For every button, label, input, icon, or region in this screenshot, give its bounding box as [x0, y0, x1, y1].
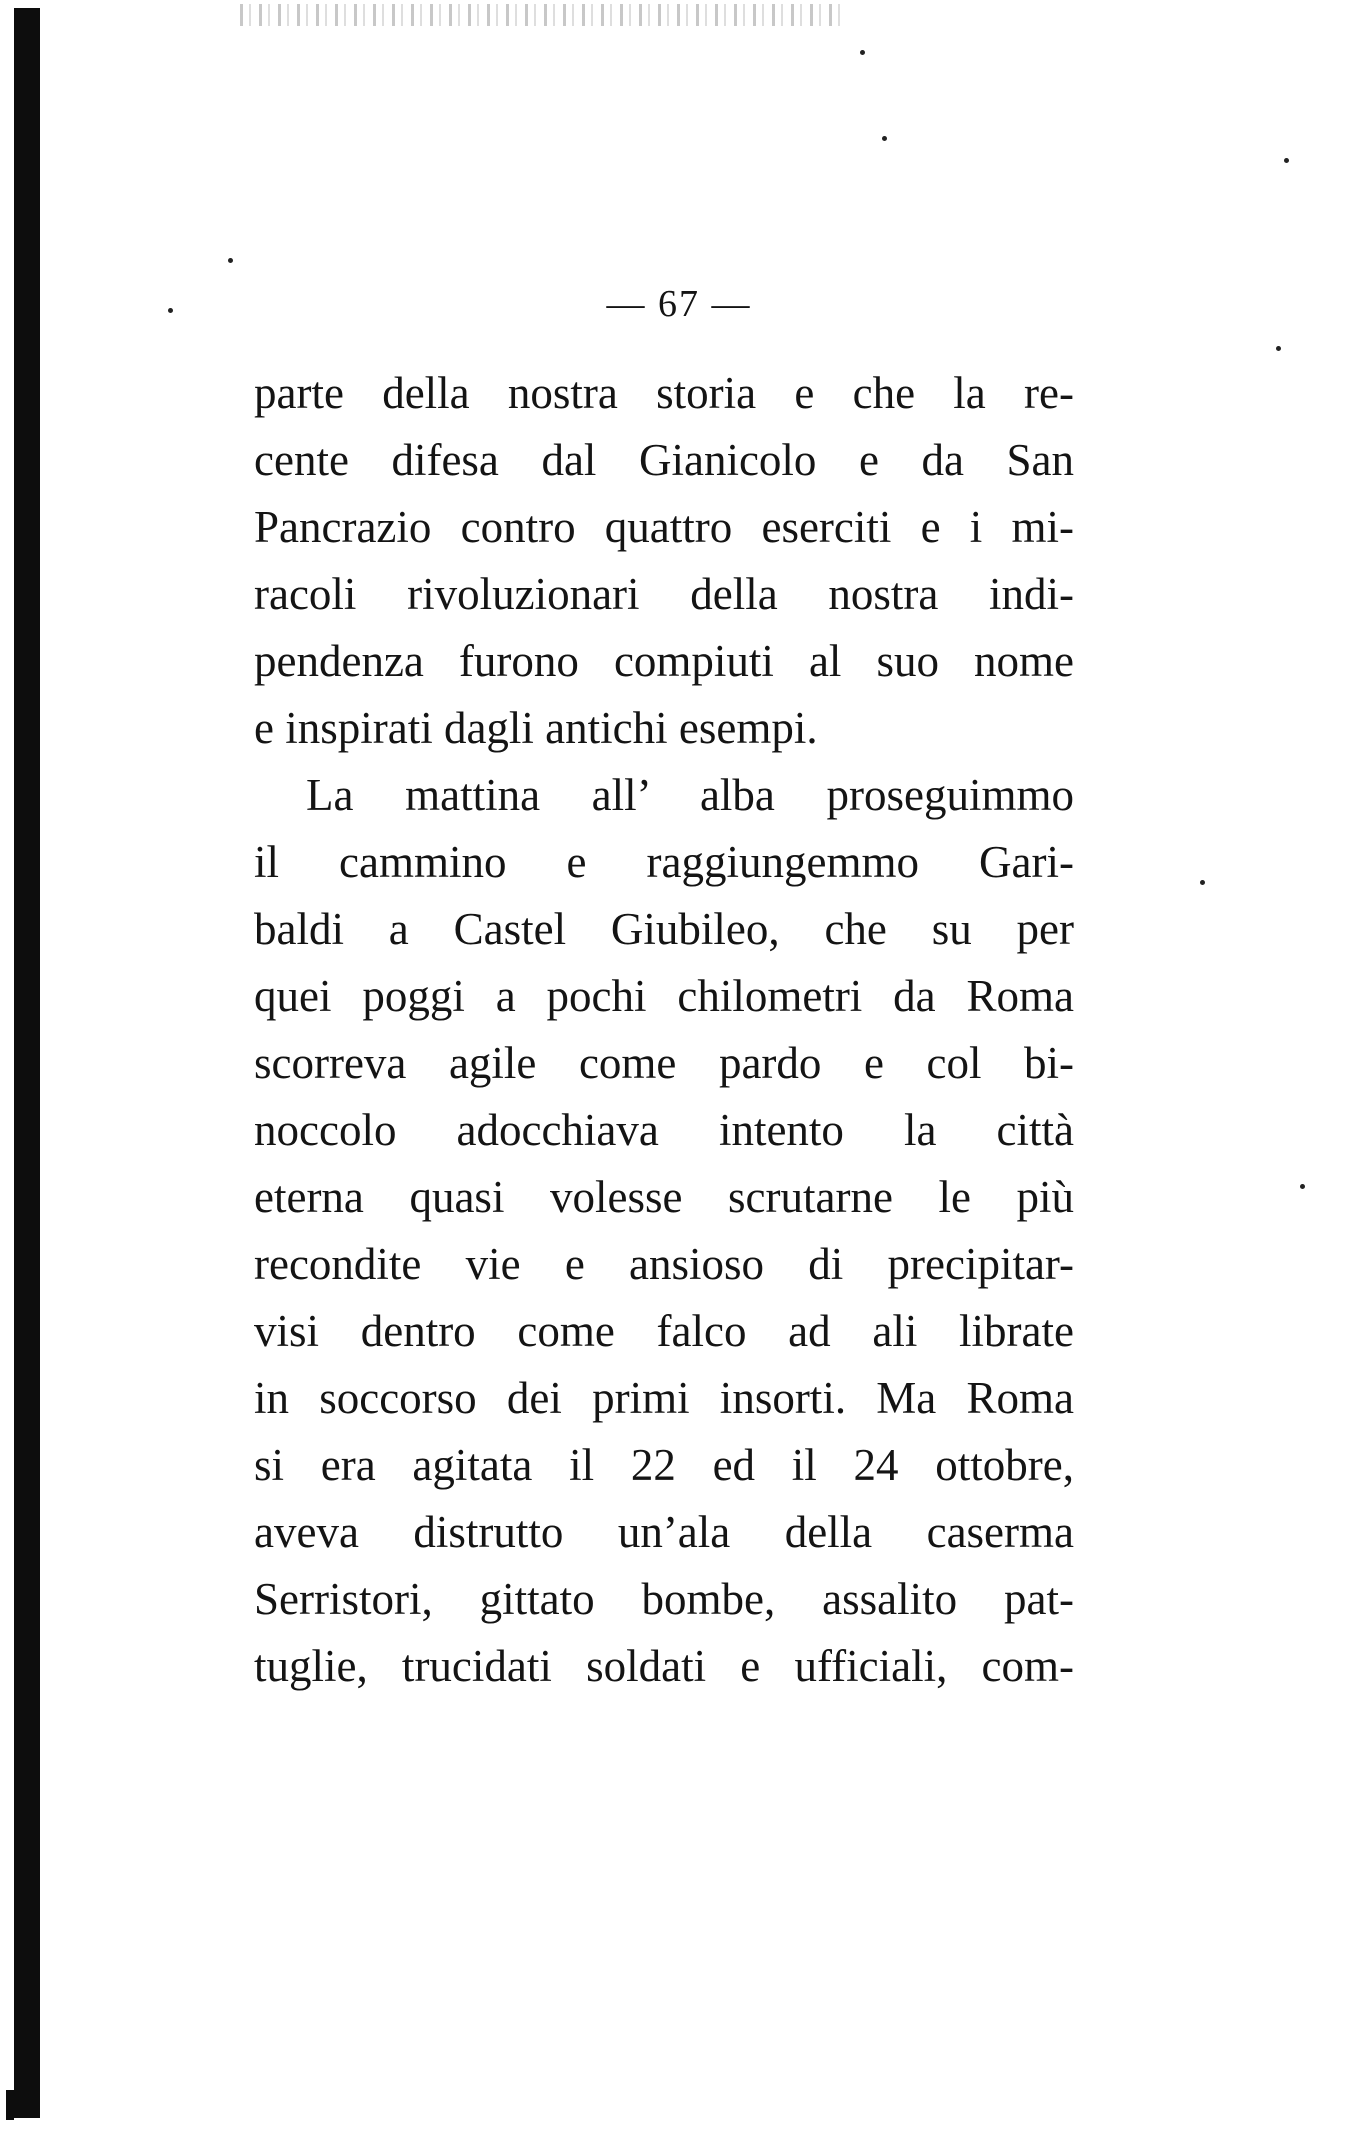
text-line: pendenza furono compiuti al suo nome — [254, 636, 1074, 686]
text-line: noccolo adocchiava intento la città — [254, 1105, 1074, 1155]
page-number: — 67 — — [606, 283, 752, 325]
text-line: Serristori, gittato bombe, assalito pat- — [254, 1574, 1074, 1624]
text-line: recondite vie e ansioso di precipitar- — [254, 1239, 1074, 1289]
scan-speck — [1284, 158, 1289, 163]
text-line: Pancrazio contro quattro eserciti e i mi- — [254, 502, 1074, 552]
text-line: aveva distrutto un’ala della caserma — [254, 1507, 1074, 1557]
text-line: eterna quasi volesse scrutarne le più — [254, 1172, 1074, 1222]
scan-speck — [860, 50, 865, 55]
text-line: il cammino e raggiungemmo Gari- — [254, 837, 1074, 887]
body-text — [254, 360, 1074, 1700]
text-line: quei poggi a pochi chilometri da Roma — [254, 971, 1074, 1021]
scan-speck — [1300, 1184, 1305, 1189]
binding-edge-mark — [6, 2090, 14, 2120]
text-line: racoli rivoluzionari della nostra indi- — [254, 569, 1074, 619]
scan-speck — [228, 258, 233, 263]
scan-speck — [1200, 880, 1205, 885]
text-line: scorreva agile come pardo e col bi- — [254, 1038, 1074, 1088]
text-line: si era agitata il 22 ed il 24 ottobre, — [254, 1440, 1074, 1490]
scan-speck — [1276, 346, 1281, 351]
scan-speck — [882, 136, 887, 141]
text-line: e inspirati dagli antichi esempi. — [254, 703, 818, 753]
text-line: parte della nostra storia e che la re- — [254, 368, 1074, 418]
scan-noise-top — [240, 4, 840, 26]
text-line: La mattina all’ alba proseguimmo — [306, 770, 1074, 820]
text-line: visi dentro come falco ad ali librate — [254, 1306, 1074, 1356]
text-line: tuglie, trucidati soldati e ufficiali, com- — [254, 1641, 1074, 1691]
text-line: cente difesa dal Gianicolo e da San — [254, 435, 1074, 485]
text-line: baldi a Castel Giubileo, che su per — [254, 904, 1074, 954]
text-line: in soccorso dei primi insorti. Ma Roma — [254, 1373, 1074, 1423]
